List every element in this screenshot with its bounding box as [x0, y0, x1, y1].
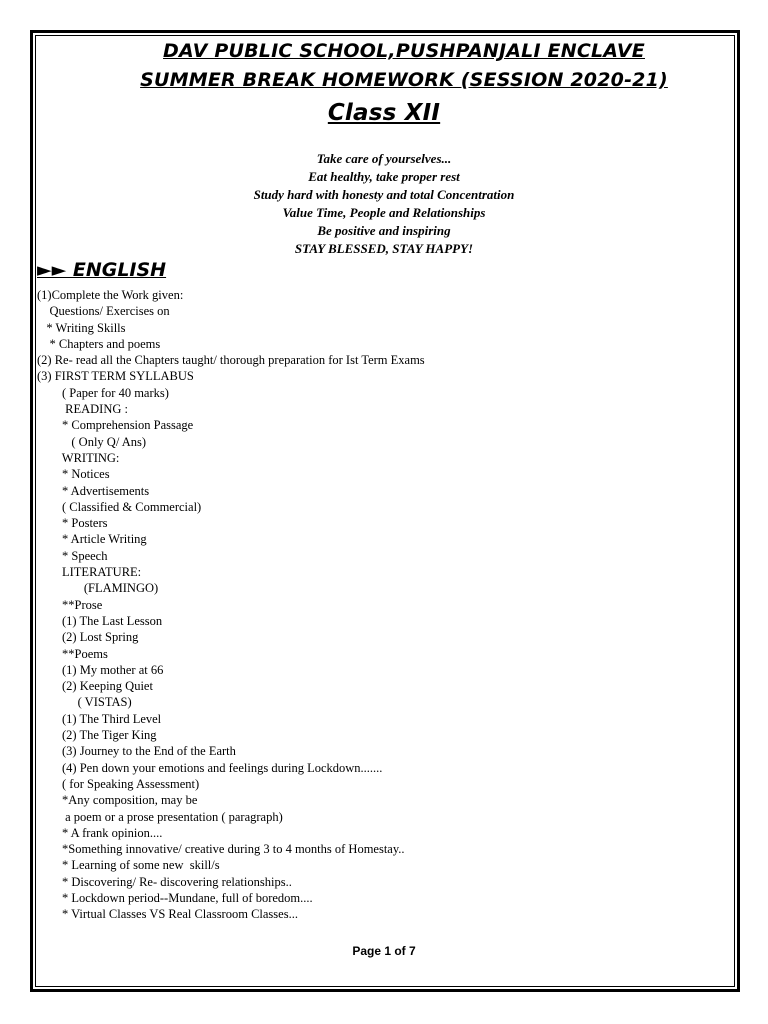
content-line: *Something innovative/ creative during 3 to 4 months of Homestay.. — [37, 842, 405, 857]
content-line: *Any composition, may be — [37, 793, 198, 808]
motto-line: Be positive and inspiring — [317, 223, 451, 238]
homework-content — [37, 287, 425, 923]
content-line: LITERATURE: — [37, 565, 142, 580]
content-line: * A frank opinion.... — [37, 825, 163, 840]
school-name: DAV PUBLIC SCHOOL,PUSHPANJALI ENCLAVE — [163, 40, 645, 62]
content-line: (1) The Third Level — [37, 711, 162, 726]
section-heading-english: ►► ENGLISH — [37, 259, 167, 281]
content-line: **Prose — [37, 597, 103, 612]
content-line: ( Classified & Commercial) — [37, 499, 202, 514]
homework-title: SUMMER BREAK HOMEWORK (SESSION 2020-21) — [140, 69, 668, 91]
content-line: * Comprehension Passage — [37, 418, 194, 433]
content-line: (1) My mother at 66 — [37, 662, 164, 677]
motto-line: Value Time, People and Relationships — [282, 205, 486, 220]
motto-line: Eat healthy, take proper rest — [308, 169, 460, 184]
motto-line: Take care of yourselves... — [316, 151, 452, 166]
content-line: **Poems — [37, 646, 108, 661]
content-line: (FLAMINGO) — [37, 581, 159, 596]
page-number: Page 1 of 7 — [352, 944, 416, 958]
content-line: (2) Lost Spring — [37, 630, 139, 645]
content-line: ( VISTAS) — [37, 695, 132, 710]
content-line: * Virtual Classes VS Real Classroom Classes... — [37, 907, 298, 922]
content-line: * Chapters and poems — [37, 336, 161, 351]
content-line: ( Only Q/ Ans) — [37, 434, 147, 449]
content-line: (2) Re- read all the Chapters taught/ thorough preparation for Ist Term Exams — [37, 353, 425, 368]
content-line: * Advertisements — [37, 483, 150, 498]
content-line: * Posters — [37, 516, 108, 531]
content-line: Questions/ Exercises on — [37, 304, 170, 319]
content-line: (2) The Tiger King — [37, 728, 157, 743]
content-line: ( Paper for 40 marks) — [37, 385, 169, 400]
content-line: ( for Speaking Assessment) — [37, 776, 200, 791]
content-line: * Writing Skills — [37, 320, 126, 335]
content-line: * Article Writing — [37, 532, 147, 547]
content-line: (3) FIRST TERM SYLLABUS — [37, 369, 194, 384]
motto-line: STAY BLESSED, STAY HAPPY! — [294, 241, 474, 256]
content-line: (2) Keeping Quiet — [37, 679, 153, 694]
class-title: Class XII — [327, 100, 441, 126]
content-line: READING : — [37, 402, 128, 417]
content-line: * Speech — [37, 548, 108, 563]
motto-line: Study hard with honesty and total Concentration — [253, 187, 515, 202]
content-line: * Learning of some new skill/s — [37, 858, 220, 873]
content-line: WRITING: — [37, 450, 120, 465]
content-line: (3) Journey to the End of the Earth — [37, 744, 236, 759]
content-line: * Discovering/ Re- discovering relationships.. — [37, 874, 292, 889]
content-line: (1)Complete the Work given: — [37, 288, 184, 302]
content-line: (4) Pen down your emotions and feelings during Lockdown....... — [37, 760, 383, 775]
content-line: (1) The Last Lesson — [37, 613, 163, 628]
content-line: a poem or a prose presentation ( paragraph) — [37, 809, 283, 824]
content-line: * Lockdown period--Mundane, full of boredom.... — [37, 890, 313, 905]
content-line: * Notices — [37, 467, 110, 482]
motto-block — [0, 150, 768, 258]
